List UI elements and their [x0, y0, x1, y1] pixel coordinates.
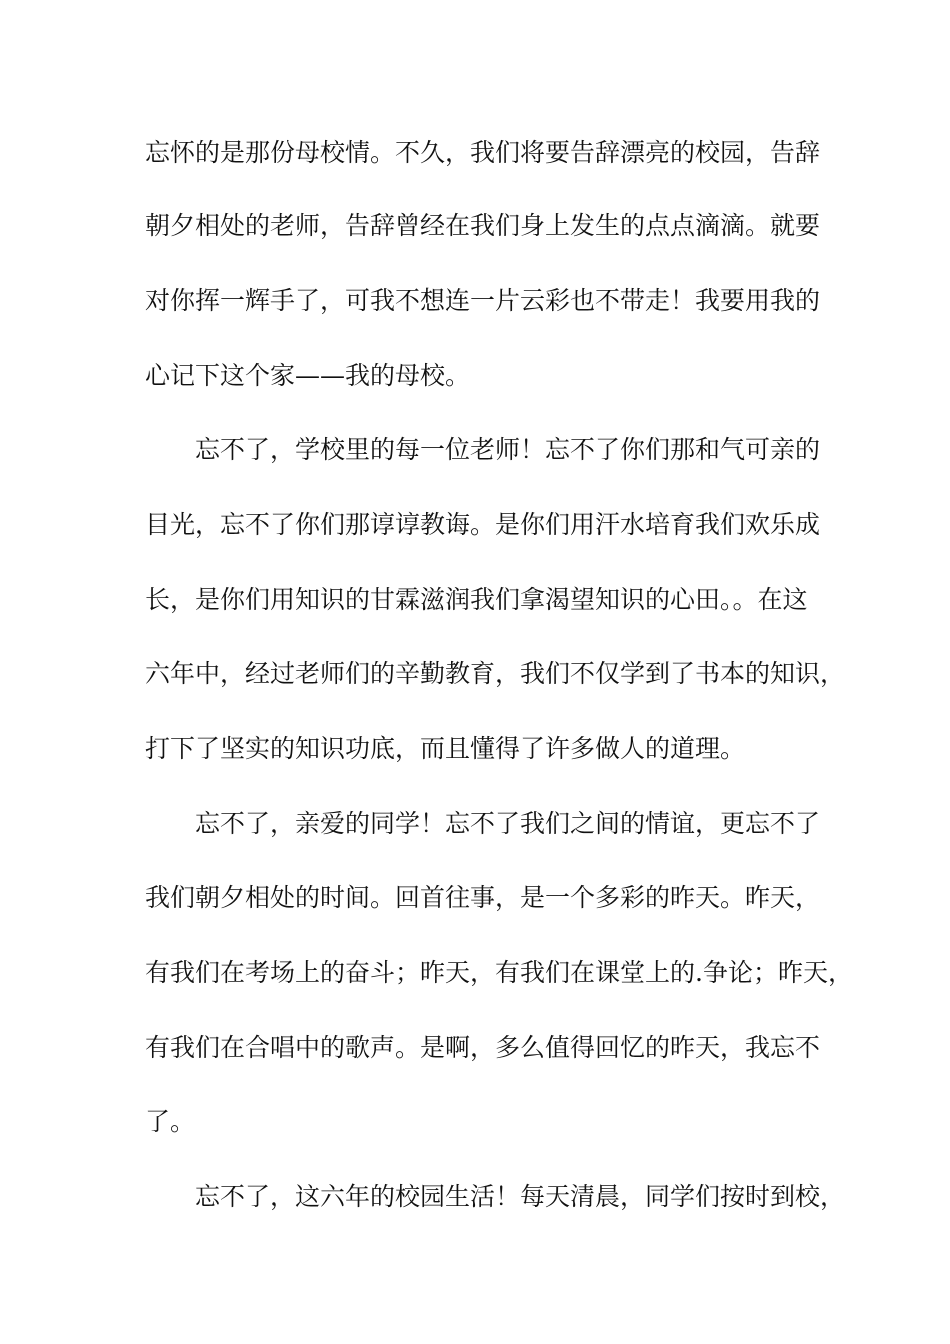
paragraph-first-line: 忘不了，亲爱的同学！忘不了我们之间的情谊，更忘不了 — [195, 809, 821, 838]
text-line: 目光，忘不了你们那谆谆教诲。是你们用汗水培育我们欢乐成 — [145, 510, 821, 539]
text-line: 了。 — [145, 1107, 196, 1136]
paragraph-first-line: 忘不了，这六年的校园生活！每天清晨，同学们按时到校， — [195, 1182, 846, 1211]
text-line: 六年中，经过老师们的辛勤教育，我们不仅学到了书本的知识， — [145, 659, 846, 688]
text-line: 有我们在合唱中的歌声。是啊，多么值得回忆的昨天，我忘不 — [145, 1033, 821, 1062]
text-line: 忘怀的是那份母校情。不久，我们将要告辞漂亮的校园，告辞 — [145, 138, 821, 167]
text-line: 朝夕相处的老师，告辞曾经在我们身上发生的点点滴滴。就要 — [145, 211, 821, 240]
text-line: 长，是你们用知识的甘霖滋润我们拿渴望知识的心田。。在这 — [145, 585, 808, 614]
text-line: 我们朝夕相处的时间。回首往事，是一个多彩的昨天。昨天， — [145, 883, 821, 912]
text-line: 有我们在考场上的奋斗；昨天，有我们在课堂上的.争论；昨天， — [145, 958, 853, 987]
text-line: 心记下这个家——我的母校。 — [145, 361, 471, 390]
text-line: 打下了坚实的知识功底，而且懂得了许多做人的道理。 — [145, 734, 746, 763]
text-line: 对你挥一辉手了，可我不想连一片云彩也不带走！我要用我的 — [145, 286, 821, 315]
paragraph-first-line: 忘不了，学校里的每一位老师！忘不了你们那和气可亲的 — [195, 435, 821, 464]
